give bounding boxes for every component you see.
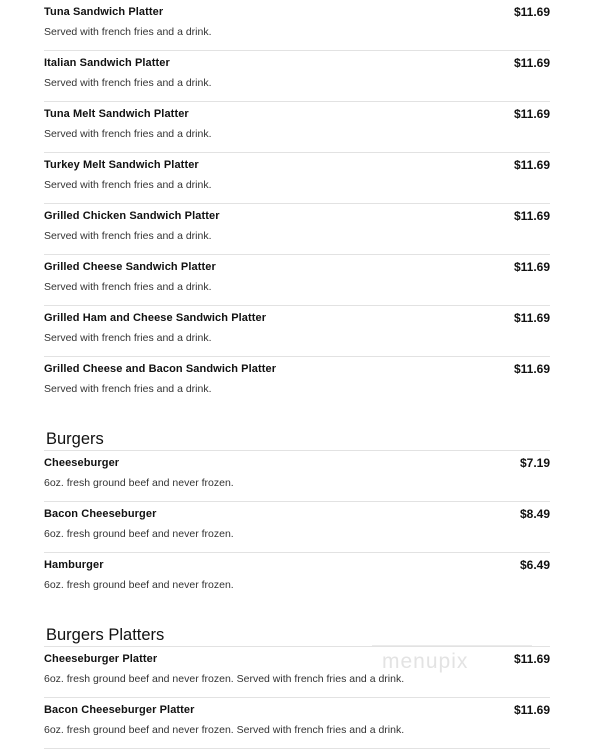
item-name: Tuna Melt Sandwich Platter	[44, 108, 189, 120]
item-price: $11.69	[513, 107, 550, 121]
item-description: Served with french fries and a drink.	[44, 179, 212, 191]
item-price: $11.69	[513, 652, 550, 666]
item-description: 6oz. fresh ground beef and never frozen. Served with french fries and a drink.	[44, 724, 405, 736]
item-description: 6oz. fresh ground beef and never frozen.	[44, 579, 234, 591]
menu-item	[44, 553, 550, 604]
menu-item	[44, 451, 550, 502]
item-description: Served with french fries and a drink.	[44, 77, 212, 89]
item-name: Grilled Chicken Sandwich Platter	[44, 210, 220, 222]
item-name: Grilled Cheese and Bacon Sandwich Platter	[44, 363, 277, 375]
item-description: Served with french fries and a drink.	[44, 383, 212, 395]
menu-item	[44, 102, 550, 153]
item-description: Served with french fries and a drink.	[44, 281, 212, 293]
item-description: Served with french fries and a drink.	[44, 128, 212, 140]
section-heading	[44, 604, 550, 647]
item-description: Served with french fries and a drink.	[44, 332, 212, 344]
section-title: Burgers Platters	[46, 626, 165, 644]
item-name: Tuna Sandwich Platter	[44, 6, 164, 18]
item-name: Grilled Cheese Sandwich Platter	[44, 261, 216, 273]
section-title: Burgers	[46, 430, 104, 448]
section-heading	[44, 408, 550, 451]
item-price: $11.69	[513, 5, 550, 19]
item-name: Turkey Melt Sandwich Platter	[44, 159, 199, 171]
item-description: Served with french fries and a drink.	[44, 230, 212, 242]
item-price: $8.49	[519, 507, 550, 521]
item-price: $11.69	[513, 209, 550, 223]
item-price: $11.69	[513, 260, 550, 274]
section-burgers-platters	[44, 604, 550, 749]
menu-item	[44, 502, 550, 553]
section-burgers	[44, 408, 550, 604]
menu-item	[44, 306, 550, 357]
item-name: Cheeseburger	[44, 457, 120, 469]
item-description: 6oz. fresh ground beef and never frozen.	[44, 528, 234, 540]
item-description: Served with french fries and a drink.	[44, 26, 212, 38]
item-name: Italian Sandwich Platter	[44, 57, 170, 69]
item-name: Bacon Cheeseburger	[44, 508, 157, 520]
item-price: $11.69	[513, 311, 550, 325]
item-name: Bacon Cheeseburger Platter	[44, 704, 195, 716]
item-description: 6oz. fresh ground beef and never frozen. Served with french fries and a drink.	[44, 673, 405, 685]
item-name: Cheeseburger Platter	[44, 653, 158, 665]
menu-item	[44, 698, 550, 749]
menu-item	[44, 0, 550, 51]
menu-item	[44, 647, 550, 698]
item-name: Hamburger	[44, 559, 104, 571]
menu-list	[44, 0, 550, 749]
menu-item	[44, 51, 550, 102]
item-price: $11.69	[513, 362, 550, 376]
item-price: $11.69	[513, 56, 550, 70]
menu-item	[44, 255, 550, 306]
section-sandwich-platters	[44, 0, 550, 408]
item-description: 6oz. fresh ground beef and never frozen.	[44, 477, 234, 489]
item-price: $6.49	[519, 558, 550, 572]
menu-item	[44, 357, 550, 408]
item-name: Grilled Ham and Cheese Sandwich Platter	[44, 312, 267, 324]
item-price: $11.69	[513, 158, 550, 172]
watermark-logo: menupix	[382, 650, 469, 673]
watermark-divider	[372, 645, 532, 646]
menu-item	[44, 153, 550, 204]
menu-item	[44, 204, 550, 255]
item-price: $11.69	[513, 703, 550, 717]
item-price: $7.19	[519, 456, 550, 470]
